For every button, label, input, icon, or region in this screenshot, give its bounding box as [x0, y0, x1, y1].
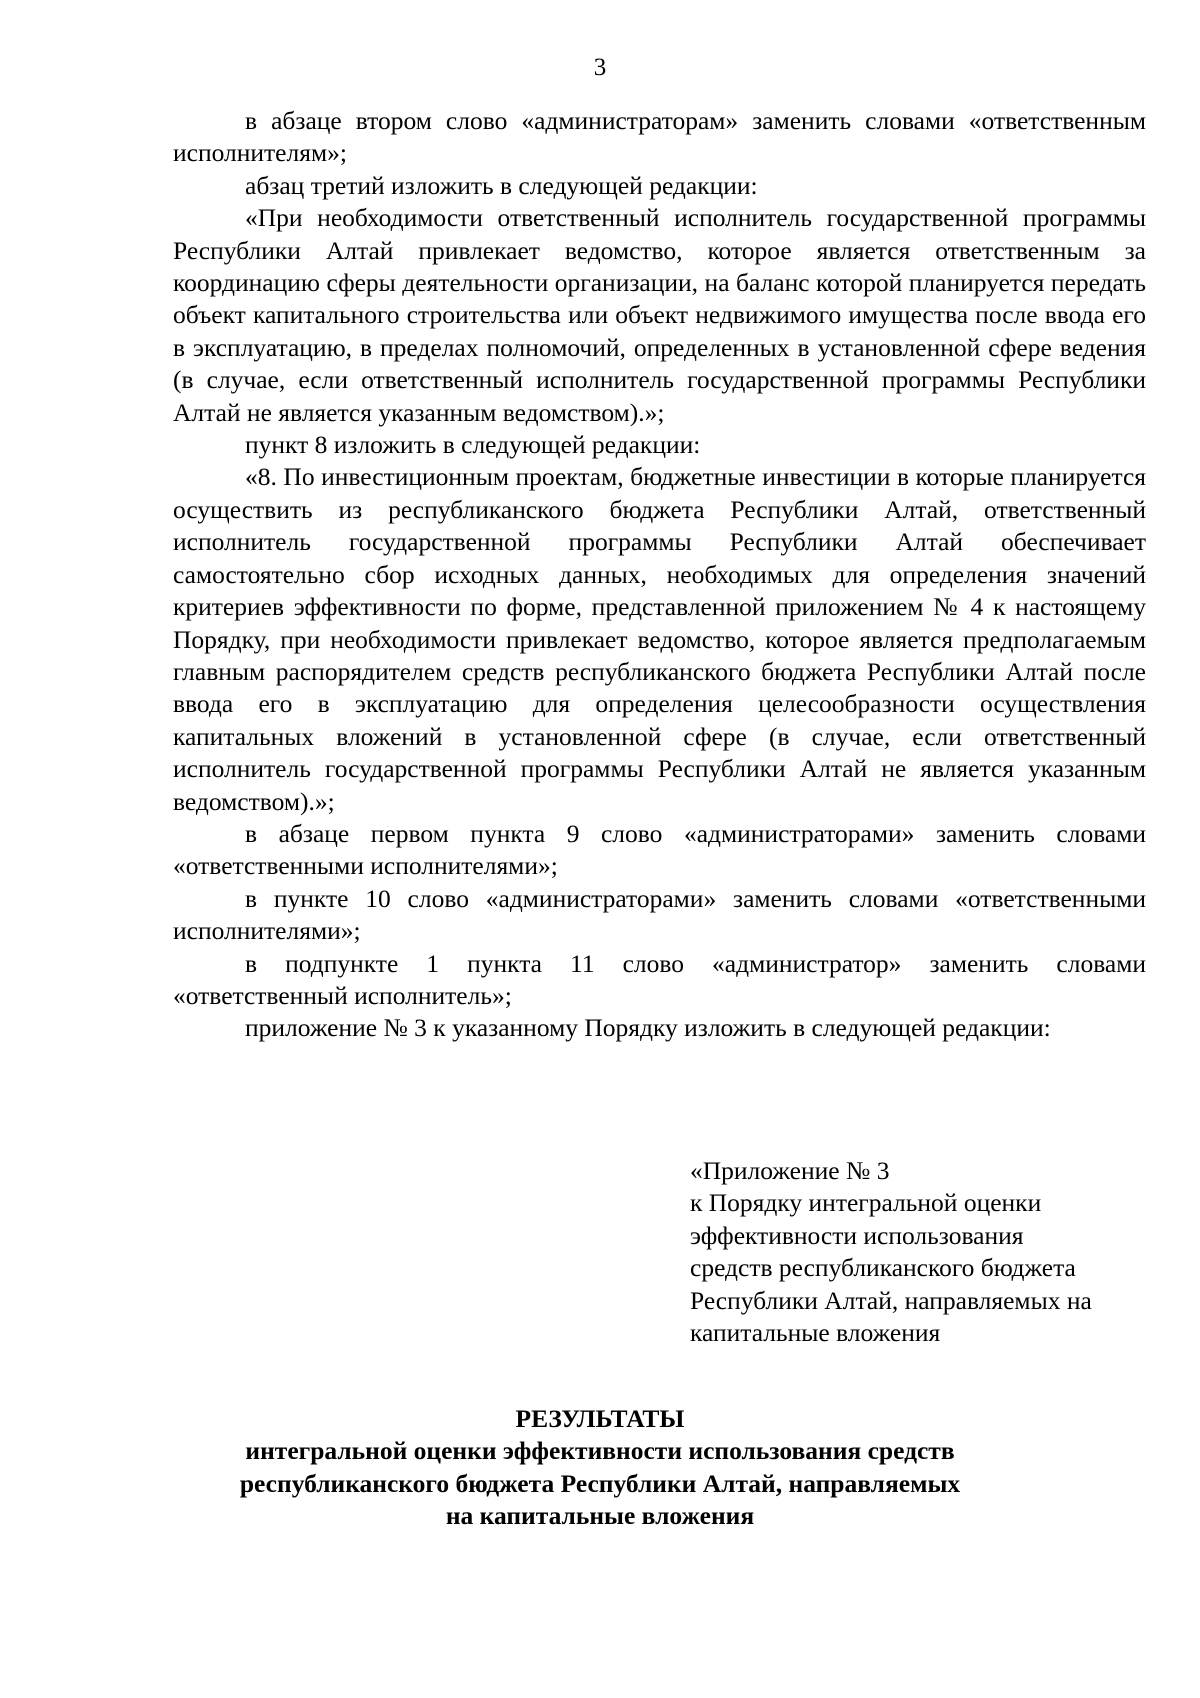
paragraph-item-8-intro: пункт 8 изложить в следующей редакции:: [245, 430, 701, 460]
paragraph-item-9-amend: в абзаце первом пункта 9 слово «администраторами» заменить словами «ответственными исполнителями»;: [173, 818, 1146, 881]
document-body: [173, 105, 1146, 1045]
results-subtitle-line: на капитальные вложения: [445, 1501, 755, 1531]
results-heading: РЕЗУЛЬТАТЫ: [515, 1404, 685, 1433]
results-title-block: [0, 1403, 1200, 1533]
results-subtitle-line: республиканского бюджета Республики Алтай, направляемых: [239, 1468, 961, 1498]
annex-line: «Приложение № 3: [690, 1156, 890, 1185]
paragraph-item-10-amend: в пункте 10 слово «администраторами» заменить словами «ответственными исполнителями»;: [173, 883, 1146, 946]
annex-line: средств республиканского бюджета: [690, 1253, 1076, 1283]
paragraph-para-three-text: «При необходимости ответственный исполнитель государственной программы Республики Алтай привлекает ведомство, которое является ответственным за координацию сферы деятельности организации, на баланс которой планируется передать объект капитального строительства или объект недвижимого имущества после ввода его в эксплуатацию, в пределах полномочий, определенных в установленной сфере ведения (в случае, если ответственный исполнитель государственной программы Республики Алтай не является указанным ведомством).»;: [173, 203, 1146, 427]
paragraph-para-three-intro: абзац третий изложить в следующей редакции:: [245, 170, 758, 200]
page-number: 3: [593, 54, 607, 81]
annex-line: Республики Алтай, направляемых на: [690, 1285, 1092, 1315]
paragraph-item-11-amend: в подпункте 1 пункта 11 слово «администратор» заменить словами «ответственный исполнитель»;: [173, 948, 1146, 1010]
annex-line: к Порядку интегральной оценки: [690, 1188, 1042, 1218]
paragraph-amend-para-two: в абзаце втором слово «администраторам» заменить словами «ответственным исполнителям»;: [173, 106, 1146, 168]
annex-header: [690, 1155, 1160, 1349]
results-subtitle-line: интегральной оценки эффективности использования средств: [245, 1436, 955, 1466]
paragraph-annex-3-intro: приложение № 3 к указанному Порядку изложить в следующей редакции:: [245, 1013, 1051, 1043]
annex-line: капитальные вложения: [690, 1318, 941, 1348]
paragraph-item-8-text: «8. По инвестиционным проектам, бюджетные инвестиции в которые планируется осуществить из республиканского бюджета Республики Алтай, ответственный исполнитель государственной программы Республики Алтай обеспечивает самостоятельно сбор исходных данных, необходимых для определения значений критериев эффективности по форме, представленной приложением № 4 к настоящему Порядку, при необходимости привлекает ведомство, которое является предполагаемым главным распорядителем средств республиканского бюджета Республики Алтай после ввода его в эксплуатацию для определения целесообразности осуществления капитальных вложений в установленной сфере (в случае, если ответственный исполнитель государственной программы Республики Алтай не является указанным ведомством).»;: [173, 462, 1146, 816]
annex-line: эффективности использования: [690, 1220, 1024, 1250]
